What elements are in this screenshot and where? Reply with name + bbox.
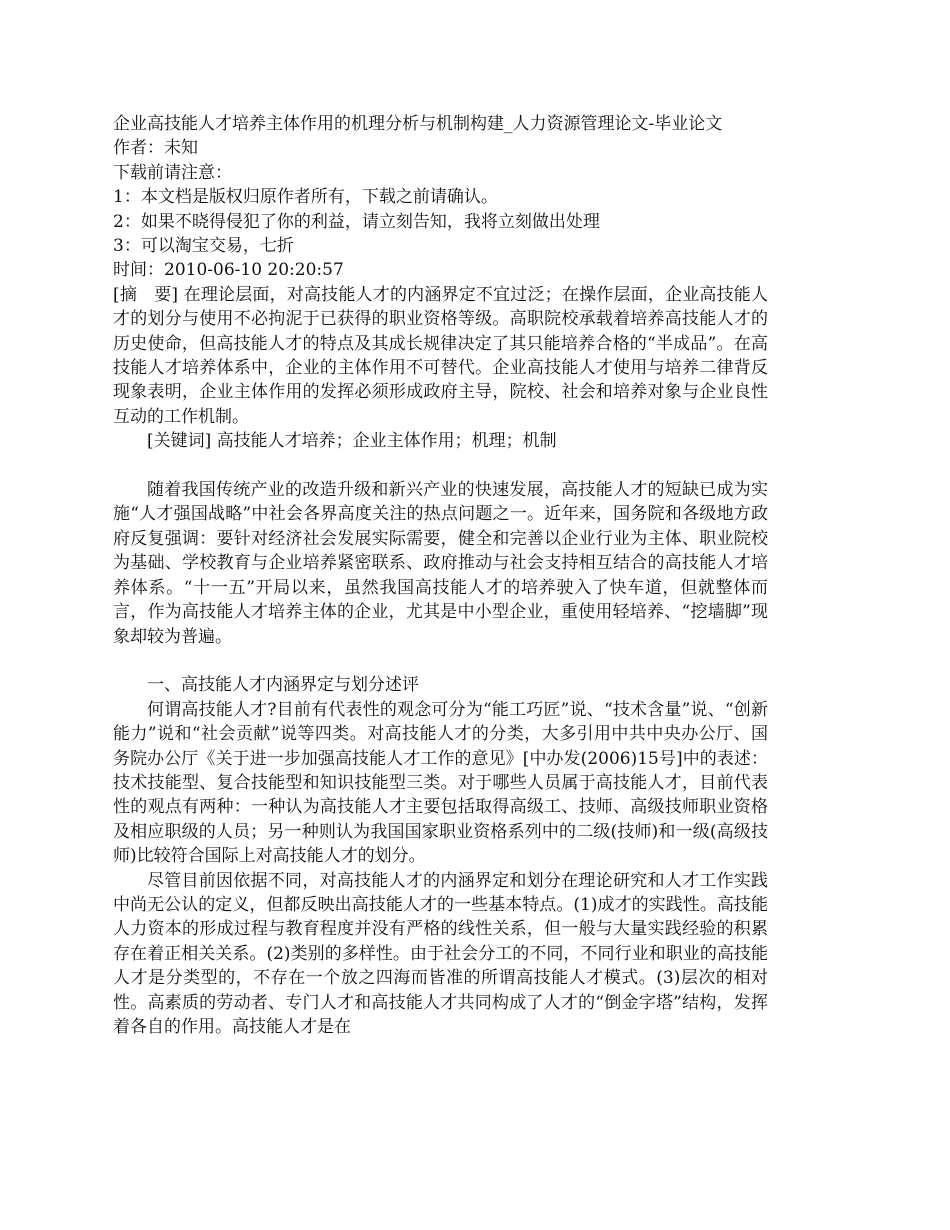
blank-line (113, 454, 768, 478)
document-title: 企业高技能人才培养主体作用的机理分析与机制构建_人力资源管理论文-毕业论文 (113, 114, 723, 134)
keywords-line: [关键词] 高技能人才培养；企业主体作用；机理；机制 (147, 431, 557, 452)
intro-paragraph: 随着我国传统产业的改造升级和新兴产业的快速发展，高技能人才的短缺已成为实施“人才强国战略”中社会各界高度关注的热点问题之一。近年来，国务院和各级地方政府反复强调：要针对经济社会发展实际需要，健全和完善以企业行业为主体、职业院校为基础、学校教育与企业培养紧密联系、政府推动与社会支持相互结合的高技能人才培养体系。“十一五”开局以来，虽然我国高技能人才的培养驶入了快车道，但就整体而言，作为高技能人才培养主体的企业，尤其是中小型企业，重使用轻培养、“挖墙脚”现象却较为普遍。 (113, 480, 768, 647)
section-heading: 一、高技能人才内涵界定与划分述评 (147, 675, 419, 696)
notice-item-1: 1：本文档是版权归原作者所有，下载之前请确认。 (113, 187, 498, 208)
timestamp-line: 时间：2010-06-10 20:20:57 (113, 260, 344, 281)
body-paragraph: 尽管目前因依据不同，对高技能人才的内涵界定和划分在理论研究和人才工作实践中尚无公认的定义，但都反映出高技能人才的一些基本特点。(1)成才的实践性。高技能人力资本的形成过程与教育程度并没有严格的线性关系，但一般与大量实践经验的积累存在着正相关关系。(2)类别的多样性。由于社会分工的不同，不同行业和职业的高技能人才是分类型的，不存在一个放之四海而皆准的所谓高技能人才模式。(3)层次的相对性。高素质的劳动者、专门人才和高技能人才共同构成了人才的“倒金字塔”结构，发挥着各自的作用。高技能人才是在 (113, 870, 768, 1037)
abstract-paragraph: [摘 要] 在理论层面，对高技能人才的内涵界定不宜过泛；在操作层面，企业高技能人才的划分与使用不必拘泥于已获得的职业资格等级。高职院校承载着培养高技能人才的历史使命，但高技能人才的特点及其成长规律决定了其只能培养合格的“半成品”。在高技能人才培养体系中，企业的主体作用不可替代。企业高技能人才使用与培养二律背反现象表明，企业主体作用的发挥必须形成政府主导，院校、社会和培养对象与企业良性互动的工作机制。 (113, 284, 768, 427)
document-body (113, 112, 768, 1039)
download-notice-heading: 下载前请注意： (113, 162, 232, 183)
author-line: 作者：未知 (113, 138, 198, 159)
body-paragraph: 何谓高技能人才?目前有代表性的观念可分为“能工巧匠”说、“技术含量”说、“创新能力”说和“社会贡献”说等四类。对高技能人才的分类，大多引用中共中央办公厅、国务院办公厅《关于进一步加强高技能人才工作的意见》[中办发(2006)15号]中的表述：技术技能型、复合技能型和知识技能型三类。对于哪些人员属于高技能人才，目前代表性的观点有两种：一种认为高技能人才主要包括取得高级工、技师、高级技师职业资格及相应职级的人员；另一种则认为我国国家职业资格系列中的二级(技师)和一级(高级技师)比较符合国际上对高技能人才的划分。 (113, 699, 768, 867)
blank-line (113, 649, 768, 673)
notice-item-2: 2：如果不晓得侵犯了你的利益，请立刻告知，我将立刻做出处理 (113, 211, 600, 232)
notice-item-3: 3：可以淘宝交易，七折 (113, 236, 294, 257)
